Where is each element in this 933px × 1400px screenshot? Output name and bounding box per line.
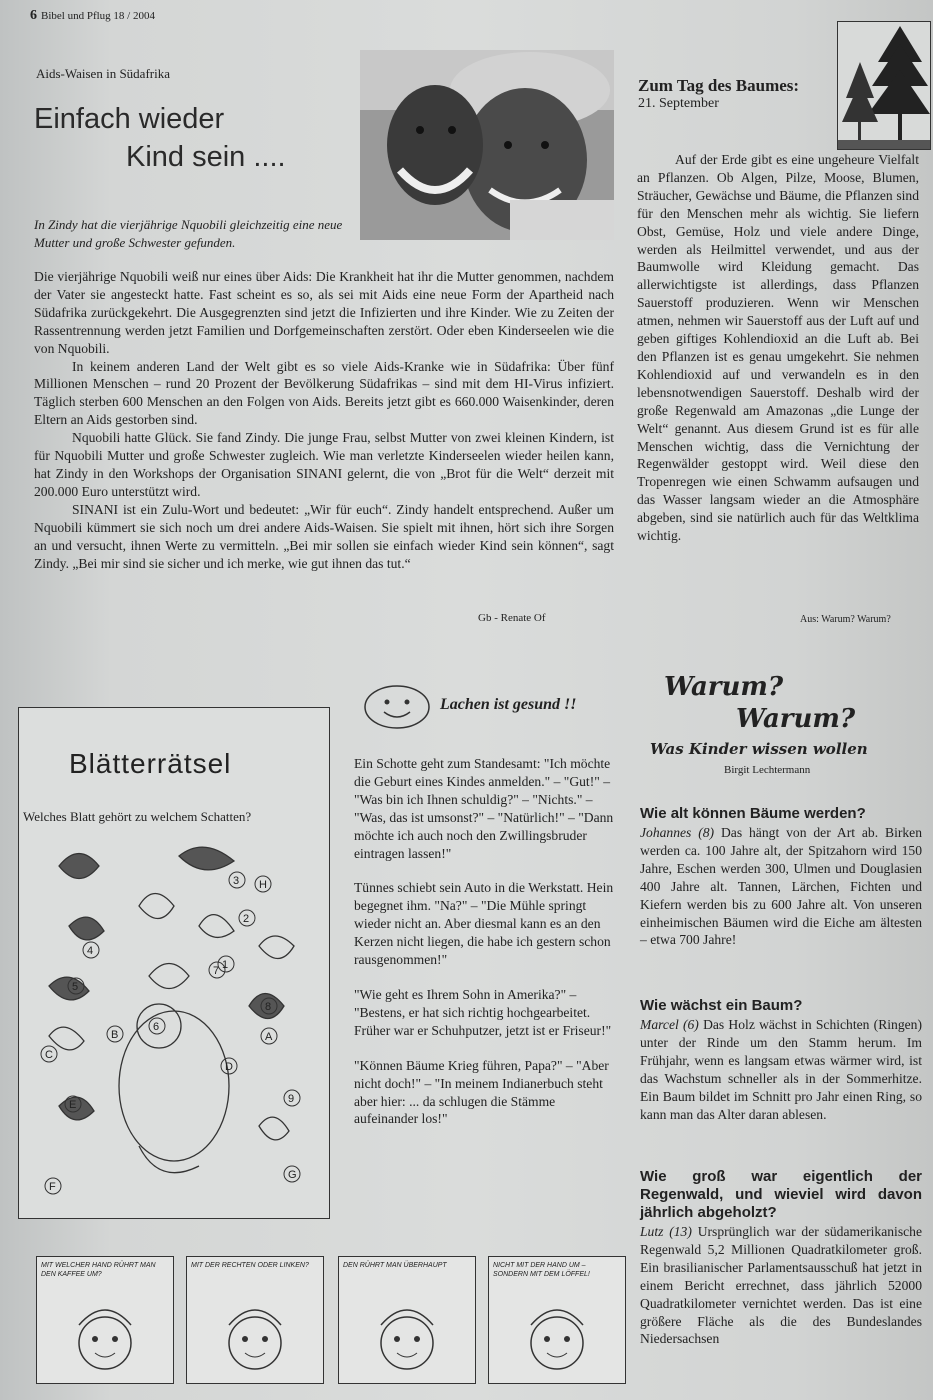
puzzle-label: 7 — [213, 965, 220, 977]
page-header — [30, 8, 155, 24]
qa-answer: Das Holz wächst in Schichten (Ringen) unter der Rinde um den Stamm herum. Im Frühjahr, wenn es langsam etwas wärmer wird, ist das Wachstum schneller als in der Sommerhitze. Ein Baum bildet im Schnitt pro Jahr einen Ring, so kann man das Alter daran ablesen. — [640, 1017, 922, 1122]
comic-caption: DEN RÜHRT MAN ÜBERHAUPT — [343, 1262, 447, 1269]
puzzle-label: C — [45, 1049, 53, 1061]
warum-title-2: Warum? — [736, 704, 856, 734]
warum-subtitle: Was Kinder wissen wollen — [650, 740, 868, 758]
qa-answer: Das hängt von der Art ab. Birken werden ca. 100 Jahre alt, der Spitzahorn wird 150 Jahre, Eschen werden 300, Ulmen und Douglasien 400 Jahre alt. Tannen, Lärchen, Fichten und Kiefern werden bis zu 600 Jahre alt. Von unseren einheimischen Bäumen wird die Eiche am ältesten – etwa 700 Jahre! — [640, 825, 923, 948]
puzzle-label: 6 — [153, 1021, 160, 1033]
comic-panel-1 — [36, 1256, 174, 1384]
jokes-heading: Lachen ist gesund !! — [440, 696, 577, 713]
joke-item: Ein Schotte geht zum Standesamt: "Ich möchte die Geburt eines Kindes anmelden." – "Gut!" – "Was bin ich Ihnen schuldig?" – "Nichts." – "Was, das ist umsonst?" – "Natürlich!" – "Dann möchte ich auch noch den Zwillingsbruder eintragen lassen!" — [354, 756, 614, 861]
warum-title-1: Warum? — [664, 672, 784, 702]
smiley-icon — [362, 684, 432, 730]
article-deck: In Zindy hat die vierjährige Nquobili gleichzeitig eine neue Mutter und große Schwester gefunden. — [34, 217, 343, 250]
page-number: 6 — [30, 8, 37, 23]
trees-subtitle: 21. September — [638, 96, 719, 111]
warum-author: Birgit Lechtermann — [724, 764, 811, 776]
joke-item: "Können Bäume Krieg führen, Papa?" – "Aber nicht doch!" – "In meinem Indianerbuch steht aber hier: ... da schlugen die Stämme aufeinander los!" — [354, 1057, 609, 1127]
article-photo — [360, 50, 614, 240]
qa-question: Wie wächst ein Baum? — [640, 997, 803, 1014]
comic-panel-4 — [488, 1256, 626, 1384]
qa-question: Wie alt können Bäume werden? — [640, 805, 866, 822]
puzzle-label: 1 — [222, 959, 229, 971]
comic-caption: MIT DER RECHTEN ODER LINKEN? — [191, 1262, 309, 1269]
jokes-list — [354, 755, 616, 1145]
puzzle-title: Blätterrätsel — [69, 748, 232, 779]
article-headline — [34, 100, 286, 176]
puzzle-label: 3 — [233, 875, 240, 887]
comic-panel-3 — [338, 1256, 476, 1384]
qa-item — [640, 1168, 922, 1348]
puzzle-label: 2 — [243, 913, 250, 925]
qa-asker: Marcel (6) — [640, 1017, 699, 1032]
puzzle-label: A — [265, 1031, 273, 1043]
comic-caption: NICHT MIT DER HAND UM – SONDERN MIT DEM LÖFFEL! — [493, 1262, 590, 1278]
headline-line-2: Kind sein .... — [126, 141, 286, 173]
tree-illustration — [837, 21, 931, 150]
article-paragraph: SINANI ist ein Zulu-Wort und bedeutet: „Wir für euch“. Zindy handelt entsprechend. Außer um Nquobili kümmert sie sich noch um drei andere Aids-Waisen. Sie spielt mit ihnen, hört sich ihre Sorgen an und versucht, ihnen Werte zu vermitteln. „Bei mir sollen sie einfach wieder Kind sein können“, sagt Zindy. „Bei mir sind sie sicher und ich merke, wie gut ihnen das tut.“ — [34, 501, 614, 571]
article-paragraph: Nquobili hatte Glück. Sie fand Zindy. Die junge Frau, selbst Mutter von zwei kleinen Kindern, ist für Nquobili Mutter und große Schwester zugleich. Wie man verletzte Kinderseelen wieder heilen kann, hat Zindy in den Workshops der Organisation SINANI gelernt, die von „Brot für die Welt“ derzeit mit 200.000 Euro unterstützt wird. — [34, 430, 614, 499]
comic-panel-2 — [186, 1256, 324, 1384]
puzzle-label: G — [288, 1169, 297, 1181]
qa-asker: Lutz (13) — [640, 1224, 692, 1239]
article-paragraph: Die vierjährige Nquobili weiß nur eines über Aids: Die Krankheit hat ihr die Mutter genommen, nachdem der Vater sie angesteckt hatte. Fast scheint es so, als sei mit Aids eine neue Form der Apartheid nach Südafrika zurückgekehrt. Die Ausgegrenzten sind jetzt die Infizierten und ihre Kinder. Wie zu Zeiten der Rassentrennung werden jetzt Familien und Dorfgemeinschaften zerstört. Oder eben Kinderseelen wie die von Nquobili. — [34, 269, 614, 356]
qa-answer: Ursprünglich war der südamerikanische Regenwald 5,2 Millionen Quadratkilometer groß. Ein brasilianischer Parlamentsausschuß hat jetzt in einem Bericht errechnet, dass jährlich 52000 Quadratkilometer vernichtet werden. Das ist eine größere Fläche als die des Bundeslandes Niedersachsen — [640, 1224, 922, 1347]
puzzle-label: 8 — [265, 1001, 272, 1013]
puzzle-label: H — [259, 879, 267, 891]
trees-source: Aus: Warum? Warum? — [800, 614, 891, 625]
puzzle-label: D — [225, 1061, 233, 1073]
puzzle-label: 9 — [288, 1093, 295, 1105]
qa-item — [640, 997, 922, 1123]
publication-name: Bibel und Pflug 18 / 2004 — [41, 10, 155, 22]
qa-question: Wie groß war eigentlich der Regenwald, und wieviel wird davon jährlich abgeholzt? — [640, 1168, 922, 1221]
puzzle-label: 5 — [72, 981, 79, 993]
article-paragraph: In keinem anderen Land der Welt gibt es so viele Aids-Kranke wie in Südafrika: Über fünf Millionen Menschen – rund 20 Prozent der Bevölkerung Südafrikas – sind mit dem HI-Virus infiziert. Täglich sterben 600 Menschen an den Folgen von Aids. Bereits jetzt gibt es 660.000 Waisenkinder, deren Eltern an Aids gestorben sind. — [34, 358, 614, 428]
puzzle-illustration — [29, 836, 319, 1206]
headline-line-1: Einfach wieder — [34, 103, 225, 135]
trees-body: Auf der Erde gibt es eine ungeheure Vielfalt an Pflanzen. Ob Algen, Pilze, Moose, Blumen, Sträucher, Gewächse und Bäume, die Pflanzen sind für den Menschen mehr als wichtig. Sie liefern Obst, Gemüse, Holz und viele andere Dinge, werden als Heilmittel verwendet, und aus der Baumwolle wird Kleidung gemacht. Das allerwichtigste ist allerdings, dass Pflanzen Sauerstoff produzieren. Wenn wir Menschen atmen, nehmen wir Sauerstoff aus der Luft auf und geben giftiges Kohlendioxid an die Luft ab. Bei den Pflanzen ist es genau umgekehrt. Sie nehmen Kohlendioxid auf und verwandeln es in den lebensnotwendigen Sauerstoff. Deshalb wird der große Regenwald am Amazonas „die Lunge der Welt“ genannt. Aus diesem Grund ist es für alle Menschen wichtig, dass die Vernichtung der Regenwälder gestoppt wird. Weil diese den Tropenregen wie einen Schwamm aufsaugen und das Wasser langsam wieder an die Atmosphäre abgeben, sind sie natürlich auch für das Weltklima wichtig. — [637, 152, 919, 544]
puzzle-label: E — [69, 1099, 77, 1111]
qa-asker: Johannes (8) — [640, 825, 715, 840]
joke-item: "Wie geht es Ihrem Sohn in Amerika?" – "Bestens, er hat sich richtig hochgearbeitet. Früher war er Schuhputzer, jetzt ist er Friseur!" — [354, 986, 612, 1038]
trees-title: Zum Tag des Baumes: — [638, 76, 800, 95]
leaf-puzzle — [18, 707, 330, 1219]
article-kicker: Aids-Waisen in Südafrika — [36, 66, 170, 81]
comic-caption: MIT WELCHER HAND RÜHRT MAN DEN KAFFEE UM? — [41, 1262, 156, 1278]
qa-item — [640, 805, 922, 949]
joke-item: Tünnes schiebt sein Auto in die Werkstatt. Hein begegnet ihm. "Na?" – "Die Mühle springt wieder nicht an. Aber diesmal kann es an den Kerzen nicht liegen, die habe ich gestern schon rausgenommen!" — [354, 880, 614, 968]
puzzle-question: Welches Blatt gehört zu welchem Schatten? — [23, 809, 252, 824]
puzzle-label: B — [111, 1029, 119, 1041]
article-byline: Gb - Renate Of — [478, 612, 546, 624]
puzzle-label: F — [49, 1181, 56, 1193]
puzzle-label: 4 — [87, 945, 94, 957]
article-body — [34, 268, 614, 572]
